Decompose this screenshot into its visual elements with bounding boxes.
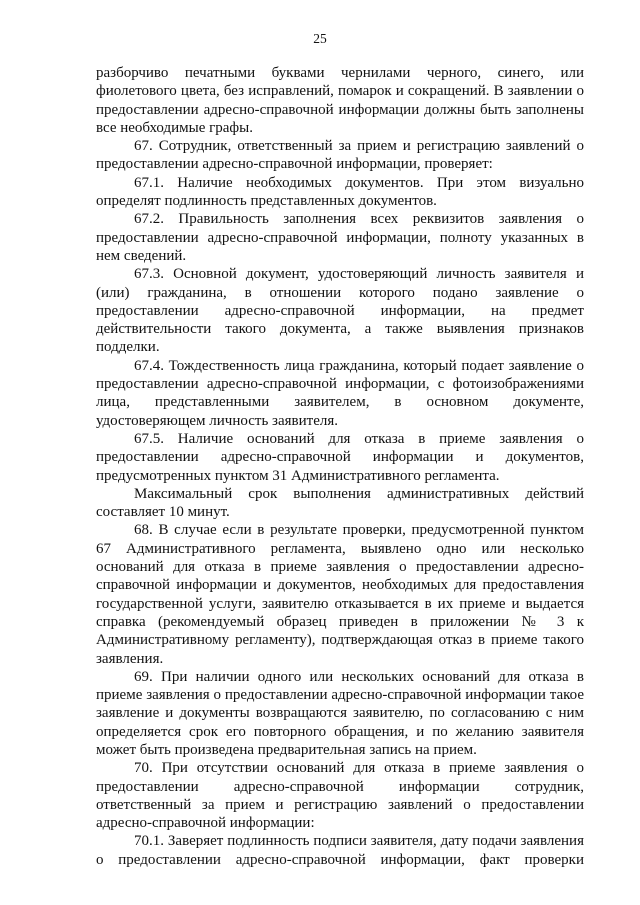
paragraph-0: разборчиво печатными буквами чернилами черного, синего, или фиолетового цвета, без исправлений, помарок и сокращений. В заявлении о предоставлении адресно-справочной информации должны быть заполнены все необходимые графы. (96, 65, 584, 136)
paragraph-8: 68. В случае если в результате проверки, предусмотренной пунктом 67 Административного регламента, выявлено одно или несколько оснований для отказа в приеме заявления о предоставлении адресно-справочной информации и документов, необходимых для предоставления государственной услуги, заявителю отказывается в их приеме и выдается справка (рекомендуемый образец приведен в приложении № 3 к Административному регламенту), подтверждающая отказ в приеме такого заявления. (96, 522, 584, 667)
paragraph-2: 67.1. Наличие необходимых документов. При этом визуально определят подлинность представленных документов. (96, 174, 584, 210)
page-number: 25 (313, 31, 327, 46)
paragraph-10: 70. При отсутствии оснований для отказа в приеме заявления о предоставлении адресно-справочной информации сотрудник, ответственный за прием и регистрацию заявлений о предоставлении адресно-справочной информации: (96, 760, 584, 832)
paragraph-9: 69. При наличии одного или нескольких оснований для отказа в приеме заявления о предоставлении адресно-справочной информации такое заявление и документы возвращаются заявителю, по согласованию с ним определяется срок его повторного обращения, и по желанию заявителя может быть произведена предварительная запись на прием. (96, 668, 584, 758)
paragraph-1: 67. Сотрудник, ответственный за прием и регистрацию заявлений о предоставлении адресно-справочной информации, проверяет: (96, 138, 584, 173)
paragraph-6: 67.5. Наличие оснований для отказа в приеме заявления о предоставлении адресно-справочной информации и документов, предусмотренных пунктом 31 Административного регламента. (96, 430, 584, 484)
paragraph-4: 67.3. Основной документ, удостоверяющий личность заявителя и (или) гражданина, в отношении которого подано заявление о предоставлении адресно-справочной информации, на предмет действительности такого документа, а также выявления признаков подделки. (96, 266, 584, 356)
paragraph-3: 67.2. Правильность заполнения всех реквизитов заявления о предоставлении адресно-справочной информации, полноту указанных в нем сведений. (96, 211, 584, 264)
paragraph-11: 70.1. Заверяет подлинность подписи заявителя, дату подачи заявления о предоставлении адресно-справочной информации, факт проверки (96, 833, 584, 868)
document-body (96, 64, 584, 869)
paragraph-5: 67.4. Тождественность лица гражданина, который подает заявление о предоставлении адресно-справочной информации, с фотоизображениями лица, представленными заявителем, в основном документе, удостоверяющем личность заявителя. (96, 357, 584, 429)
paragraph-7: Максимальный срок выполнения административных действий составляет 10 минут. (96, 485, 584, 521)
